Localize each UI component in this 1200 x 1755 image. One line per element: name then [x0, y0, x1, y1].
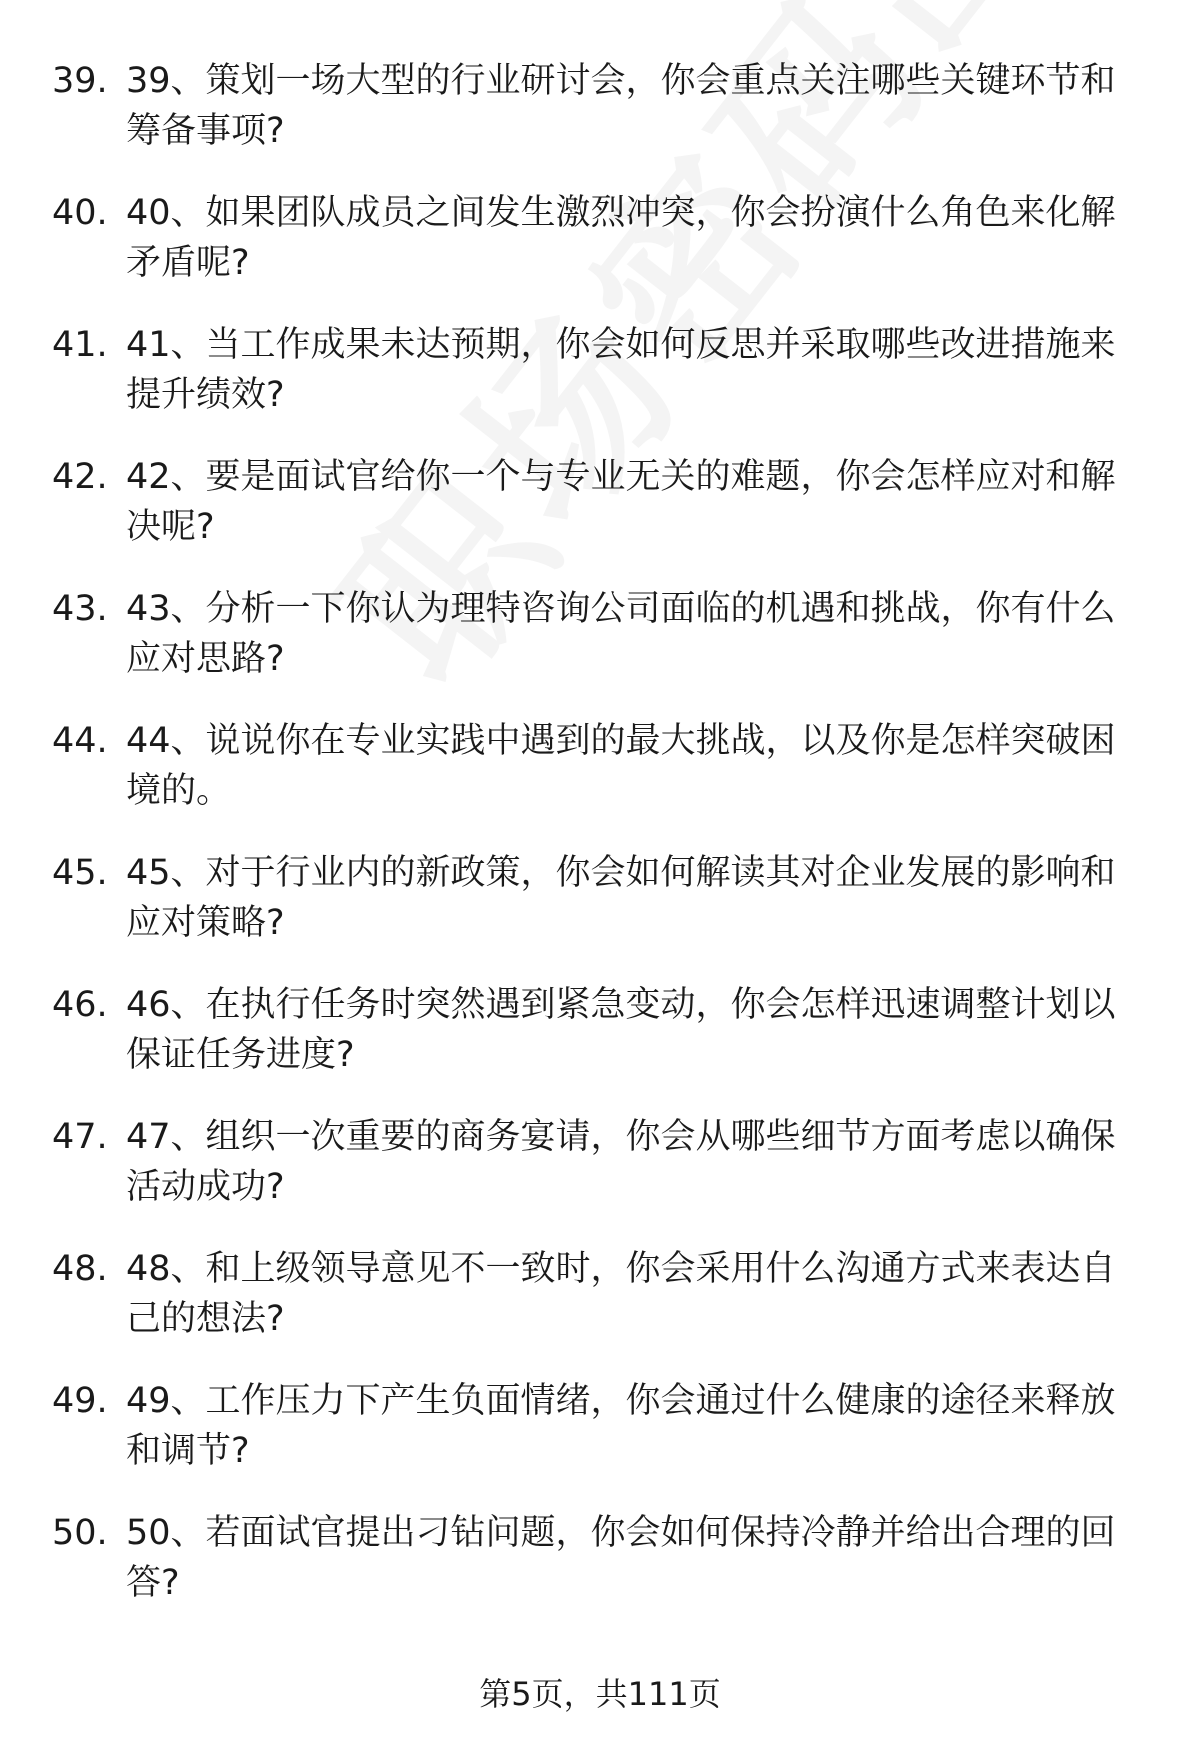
question-text: 50、若面试官提出刁钻问题，你会如何保持冷静并给出合理的回答?: [126, 1513, 1116, 1603]
question-number: 47.: [52, 1117, 108, 1157]
question-text: 49、工作压力下产生负面情绪，你会通过什么健康的途径来释放和调节?: [126, 1381, 1116, 1471]
question-item: [52, 848, 1152, 980]
question-item: [52, 1376, 1152, 1508]
question-text: 45、对于行业内的新政策，你会如何解读其对企业发展的影响和应对策略?: [126, 853, 1116, 943]
question-text: 46、在执行任务时突然遇到紧急变动，你会怎样迅速调整计划以保证任务进度?: [126, 985, 1116, 1075]
question-text: 44、说说你在专业实践中遇到的最大挑战，以及你是怎样突破困境的。: [126, 721, 1116, 811]
question-text: 48、和上级领导意见不一致时，你会采用什么沟通方式来表达自己的想法?: [126, 1249, 1116, 1339]
question-text: 40、如果团队成员之间发生激烈冲突，你会扮演什么角色来化解矛盾呢?: [126, 193, 1116, 283]
question-number: 44.: [52, 721, 108, 761]
question-number: 43.: [52, 589, 108, 629]
question-number: 48.: [52, 1249, 108, 1289]
question-item: [52, 320, 1152, 452]
page-footer: 第5页，共111页: [479, 1675, 721, 1713]
question-item: [52, 716, 1152, 848]
question-item: [52, 452, 1152, 584]
question-text: 47、组织一次重要的商务宴请，你会从哪些细节方面考虑以确保活动成功?: [126, 1117, 1116, 1207]
question-number: 40.: [52, 193, 108, 233]
question-item: [52, 1112, 1152, 1244]
question-text: 43、分析一下你认为理特咨询公司面临的机遇和挑战，你有什么应对思路?: [126, 589, 1116, 679]
question-text: 39、策划一场大型的行业研讨会，你会重点关注哪些关键环节和筹备事项?: [126, 61, 1116, 151]
question-item: [52, 1508, 1152, 1640]
question-number: 50.: [52, 1513, 108, 1553]
question-item: [52, 1244, 1152, 1376]
question-text: 42、要是面试官给你一个与专业无关的难题，你会怎样应对和解决呢?: [126, 457, 1116, 547]
question-number: 45.: [52, 853, 108, 893]
question-number: 42.: [52, 457, 108, 497]
question-item: [52, 188, 1152, 320]
question-number: 41.: [52, 325, 108, 365]
question-item: [52, 56, 1152, 188]
question-number: 39.: [52, 61, 108, 101]
question-list: [52, 56, 1152, 1640]
question-number: 46.: [52, 985, 108, 1025]
question-item: [52, 584, 1152, 716]
question-number: 49.: [52, 1381, 108, 1421]
question-item: [52, 980, 1152, 1112]
question-text: 41、当工作成果未达预期，你会如何反思并采取哪些改进措施来提升绩效?: [126, 325, 1116, 415]
